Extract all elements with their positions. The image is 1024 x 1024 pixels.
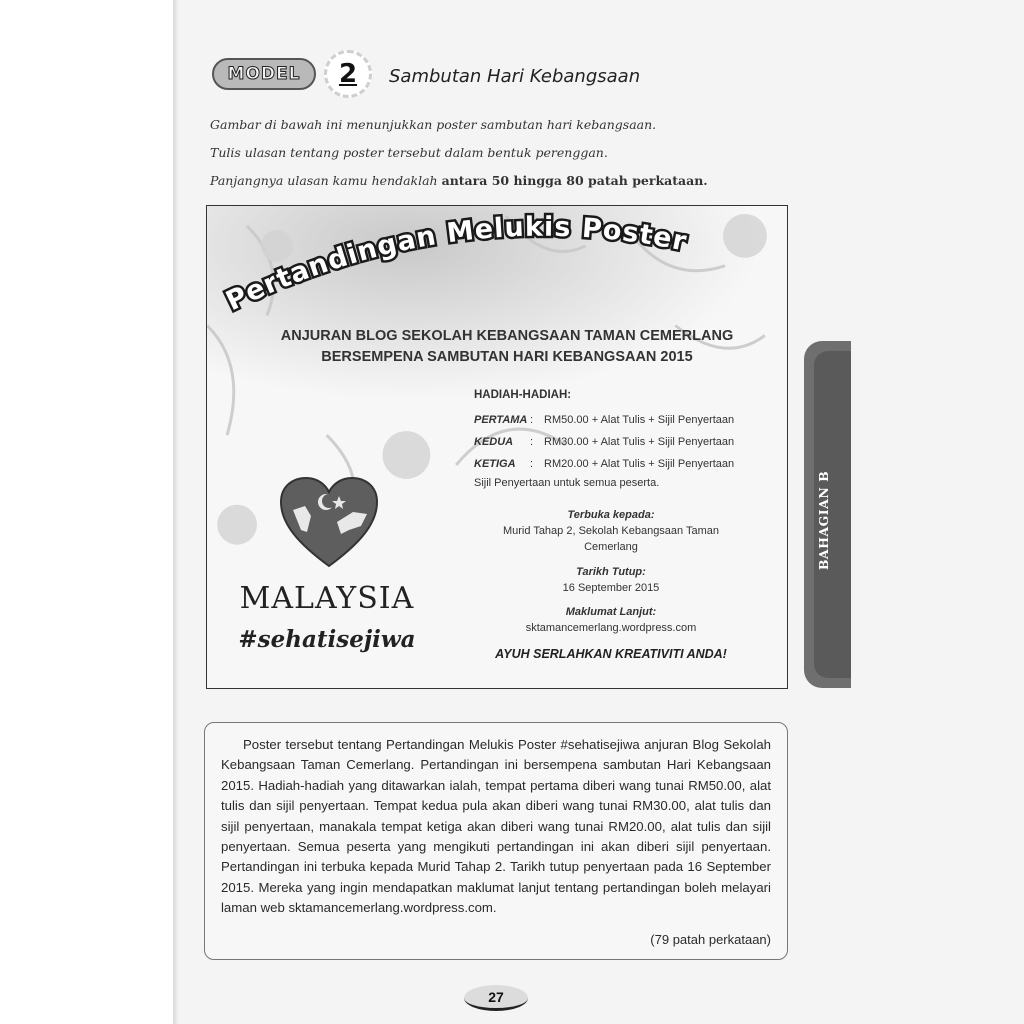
instruction-line-2: Tulis ulasan tentang poster tersebut dalam bentuk perenggan.	[210, 145, 608, 160]
instruction-line-3-text: Panjangnya ulasan kamu hendaklah	[210, 173, 438, 188]
model-badge: MODEL	[212, 58, 316, 90]
prize-rank: KETIGA	[474, 458, 516, 470]
instruction-word-limit: antara 50 hingga 80 patah perkataan.	[441, 173, 708, 188]
word-count: (79 patah perkataan)	[650, 932, 771, 947]
prize-reward: RM30.00 + Alat Tulis + Sijil Penyertaan	[544, 436, 735, 448]
eligibility-value-line-1: Murid Tahap 2, Sekolah Kebangsaan Taman	[502, 525, 720, 537]
prize-note: Sijil Penyertaan untuk semua peserta.	[474, 477, 660, 489]
malaysia-logo-text: MALAYSIA	[239, 581, 415, 616]
instruction-line-1: Gambar di bawah ini menunjukkan poster sambutan hari kebangsaan.	[210, 117, 657, 132]
prize-row-third	[474, 453, 761, 475]
malaysia-heart-logo-icon	[279, 476, 379, 568]
more-info-url: sktamancemerlang.wordpress.com	[525, 622, 697, 634]
prize-separator: :	[530, 436, 534, 448]
deadline-value: 16 September 2015	[562, 582, 660, 594]
poster	[206, 205, 788, 689]
page-spine-shadow	[173, 0, 179, 1024]
prize-separator: :	[530, 458, 534, 470]
prize-rank: KEDUA	[474, 436, 514, 448]
poster-organizer-line-1: ANJURAN BLOG SEKOLAH KEBANGSAAN TAMAN CEMERLANG	[280, 328, 734, 344]
poster-title-art	[207, 206, 787, 346]
sample-answer-text: Poster tersebut tentang Pertandingan Melukis Poster #sehatisejiwa anjuran Blog Sekolah Kebangsaan Taman Cemerlang. Pertandingan ini bersempena sambutan Hari Kebangsaan 2015. Hadiah-hadiah yang ditawarkan ialah, tempat pertama diberi wang tunai RM50.00, alat tulis dan sijil penyertaan. Tempat kedua pula akan diberi wang tunai RM30.00, alat tulis dan sijil penyertaan, manakala tempat ketiga akan diberi wang tunai RM20.00, alat tulis dan sijil penyertaan. Semua peserta yang mengikuti pertandingan ini akan diberi sijil penyertaan. Pertandingan ini terbuka kepada Murid Tahap 2. Tarikh tutup penyertaan pada 16 September 2015. Mereka yang ingin mendapatkan maklumat lanjut tentang pertandingan boleh melayari laman web sktamancemerlang.wordpress.com.	[221, 737, 771, 916]
sample-answer-box	[204, 722, 788, 960]
hashtag-text: #sehatisejiwa	[238, 626, 416, 653]
deadline-block	[461, 564, 761, 596]
prize-row-second	[474, 431, 761, 453]
more-info-block	[461, 604, 761, 636]
more-info-label: Maklumat Lanjut:	[565, 606, 657, 618]
deadline-label: Tarikh Tutup:	[576, 566, 646, 578]
eligibility-value-line-2: Cemerlang	[584, 541, 638, 553]
prizes-heading: HADIAH-HADIAH:	[474, 389, 572, 401]
svg-text:Pertandingan Melukis Poster	[221, 212, 689, 318]
section-tab-text: BAHAGIAN B	[816, 470, 832, 570]
prize-separator: :	[530, 414, 534, 426]
model-number: 2	[324, 50, 372, 98]
page-title: Sambutan Hari Kebangsaan	[389, 66, 641, 87]
eligibility-label: Terbuka kepada:	[567, 509, 655, 521]
instruction-line-3	[210, 173, 708, 188]
page-number: 27	[464, 985, 528, 1011]
poster-title: Pertandingan Melukis Poster	[221, 211, 690, 318]
prize-list	[461, 389, 761, 489]
section-tab-label	[806, 460, 842, 580]
poster-organizer-line-2: BERSEMPENA SAMBUTAN HARI KEBANGSAAN 2015	[321, 349, 693, 365]
prize-reward: RM20.00 + Alat Tulis + Sijil Penyertaan	[544, 458, 735, 470]
poster-organizer	[237, 326, 777, 368]
eligibility-block	[461, 507, 761, 555]
poster-call-to-action: AYUH SERLAHKAN KREATIVITI ANDA!	[495, 647, 727, 661]
prize-reward: RM50.00 + Alat Tulis + Sijil Penyertaan	[544, 414, 735, 426]
prize-row-first	[474, 409, 761, 431]
prize-rank: PERTAMA	[474, 414, 528, 426]
